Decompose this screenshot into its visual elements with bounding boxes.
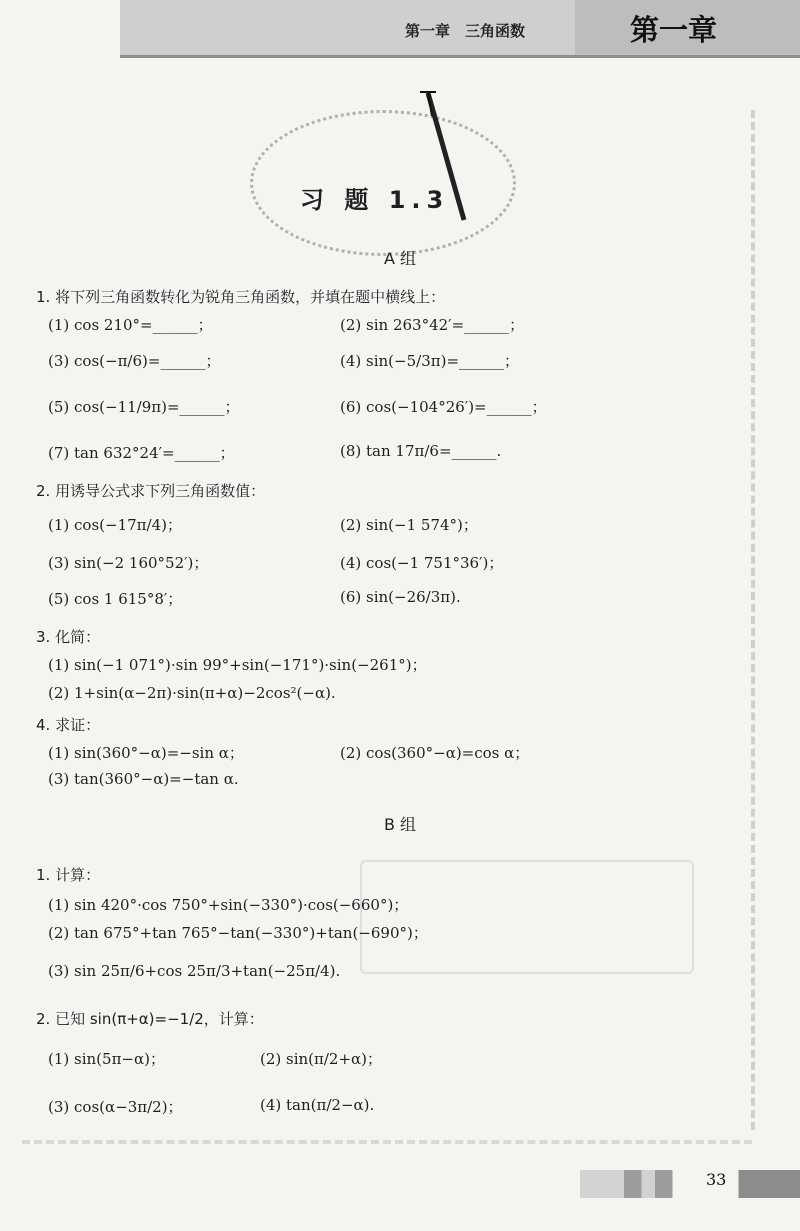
- a-q1-item-4: (4) sin(−5/3π)=______；: [340, 352, 520, 370]
- a-q3-prompt: 3. 化简：: [36, 628, 101, 646]
- a-q1-item-7: (7) tan 632°24′=______；: [48, 444, 235, 462]
- a-q1-prompt: 1. 将下列三角函数转化为锐角三角函数，并填在题中横线上：: [36, 288, 446, 306]
- a-q4-item-3: (3) tan(360°−α)=−tan α.: [48, 770, 239, 788]
- a-q2-item-3: (3) sin(−2 160°52′)；: [48, 554, 209, 572]
- b-q1-item-2: (2) tan 675°+tan 765°−tan(−330°)+tan(−690°)；: [48, 924, 428, 942]
- bottom-dashed-border: [22, 1140, 752, 1144]
- chapter-tab: [575, 0, 800, 55]
- a-q2-prompt: 2. 用诱导公式求下列三角函数值：: [36, 482, 266, 500]
- a-q2-item-2: (2) sin(−1 574°)；: [340, 516, 478, 534]
- a-q1-item-5: (5) cos(−11/9π)=______；: [48, 398, 240, 416]
- page-number: 33: [706, 1170, 727, 1189]
- group-a-title: A 组: [383, 249, 417, 268]
- chapter-label: 第一章: [630, 13, 718, 47]
- footer-bar: [580, 1170, 800, 1198]
- b-q2-item-2: (2) sin(π/2+α)；: [260, 1050, 383, 1068]
- exercise-title: 习 题 1.3: [300, 186, 450, 214]
- a-q2-item-5: (5) cos 1 615°8′；: [48, 590, 183, 608]
- a-q4-item-2: (2) cos(360°−α)=cos α；: [340, 744, 530, 762]
- b-q1-prompt: 1. 计算：: [36, 866, 101, 884]
- a-q1-item-8: (8) tan 17π/6=______.: [340, 442, 502, 460]
- a-q4-item-1: (1) sin(360°−α)=−sin α；: [48, 744, 244, 762]
- running-title: 第一章 三角函数: [405, 22, 526, 40]
- a-q1-item-3: (3) cos(−π/6)=______；: [48, 352, 221, 370]
- b-q2-item-4: (4) tan(π/2−α).: [260, 1096, 375, 1114]
- b-q1-item-1: (1) sin 420°·cos 750°+sin(−330°)·cos(−660°)；: [48, 896, 409, 914]
- a-q4-prompt: 4. 求证：: [36, 716, 101, 734]
- a-q2-item-1: (1) cos(−17π/4)；: [48, 516, 182, 534]
- a-q1-item-6: (6) cos(−104°26′)=______；: [340, 398, 547, 416]
- background-graph: [360, 860, 694, 974]
- a-q2-item-6: (6) sin(−26/3π).: [340, 588, 461, 606]
- group-b-title: B 组: [383, 815, 417, 834]
- page-header: [120, 0, 800, 58]
- b-q2-item-3: (3) cos(α−3π/2)；: [48, 1098, 183, 1116]
- b-q2-prompt: 2. 已知 sin(π+α)=−1/2，计算：: [36, 1010, 264, 1028]
- b-q1-item-3: (3) sin 25π/6+cos 25π/3+tan(−25π/4).: [48, 962, 341, 980]
- a-q1-item-2: (2) sin 263°42′=______；: [340, 316, 525, 334]
- a-q3-item-1: (1) sin(−1 071°)·sin 99°+sin(−171°)·sin(−261°)；: [48, 656, 427, 674]
- a-q3-item-2: (2) 1+sin(α−2π)·sin(π+α)−2cos²(−α).: [48, 684, 336, 702]
- b-q2-item-1: (1) sin(5π−α)；: [48, 1050, 165, 1068]
- a-q2-item-4: (4) cos(−1 751°36′)；: [340, 554, 504, 572]
- a-q1-item-1: (1) cos 210°=______；: [48, 316, 213, 334]
